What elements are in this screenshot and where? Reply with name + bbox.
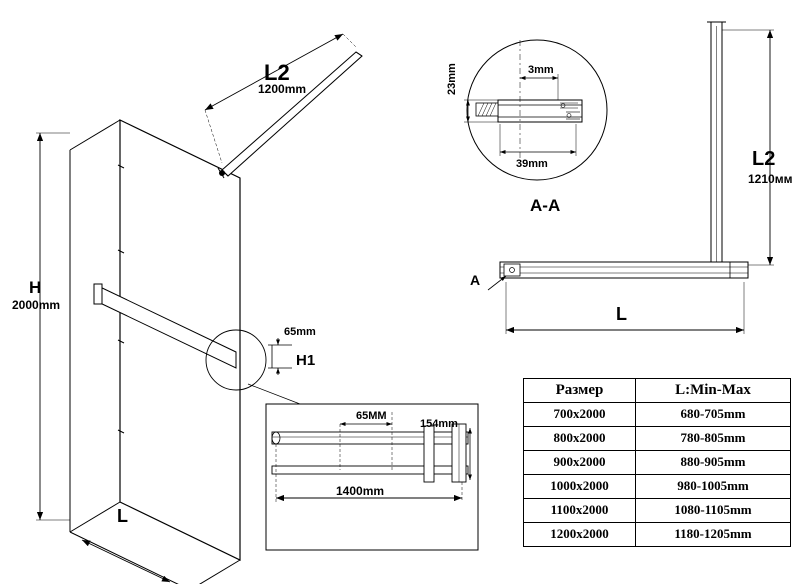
label-marker-a: A (470, 272, 481, 288)
cell-range: 1080-1105mm (636, 499, 791, 523)
label-h-value: 2000mm (12, 298, 61, 312)
cell-range: 780-805mm (636, 427, 791, 451)
table-row (524, 499, 791, 523)
label-dim-23mm: 23mm (446, 63, 458, 95)
label-dim-3mm: 3mm (528, 64, 554, 76)
label-bar-thickness: 65mm (284, 326, 316, 338)
label-l2-value-top: 1210мм (748, 172, 793, 186)
table-header-row (524, 379, 791, 403)
table-row (524, 403, 791, 427)
cell-size: 1000x2000 (524, 475, 636, 499)
label-l2-iso: L2 (264, 60, 290, 85)
table-header-range: L:Min-Max (636, 379, 791, 403)
table-row (524, 451, 791, 475)
label-dim-1400mm: 1400mm (336, 484, 385, 498)
label-l-iso: L (117, 506, 128, 526)
label-dim-39mm: 39mm (516, 158, 548, 170)
table-header-size: Размер (524, 379, 636, 403)
label-l2-top: L2 (752, 148, 776, 170)
table-row (524, 475, 791, 499)
label-l2-value-iso: 1200mm (258, 82, 307, 96)
cell-range: 680-705mm (636, 403, 791, 427)
cell-range: 1180-1205mm (636, 523, 791, 547)
cell-size: 1100x2000 (524, 499, 636, 523)
label-dim-65mm-detail: 65ММ (356, 410, 387, 422)
cell-range: 880-905mm (636, 451, 791, 475)
cell-size: 900x2000 (524, 451, 636, 475)
label-dim-154mm: 154mm (420, 418, 458, 430)
size-spec-table (523, 378, 791, 547)
table-row (524, 523, 791, 547)
label-l-top: L (616, 304, 627, 324)
cell-size: 800x2000 (524, 427, 636, 451)
cell-size: 1200x2000 (524, 523, 636, 547)
cell-size: 700x2000 (524, 403, 636, 427)
label-section-aa: A-A (530, 196, 561, 215)
cell-range: 980-1005mm (636, 475, 791, 499)
label-h1: H1 (296, 352, 316, 369)
label-h: H (29, 278, 42, 297)
table-row (524, 427, 791, 451)
